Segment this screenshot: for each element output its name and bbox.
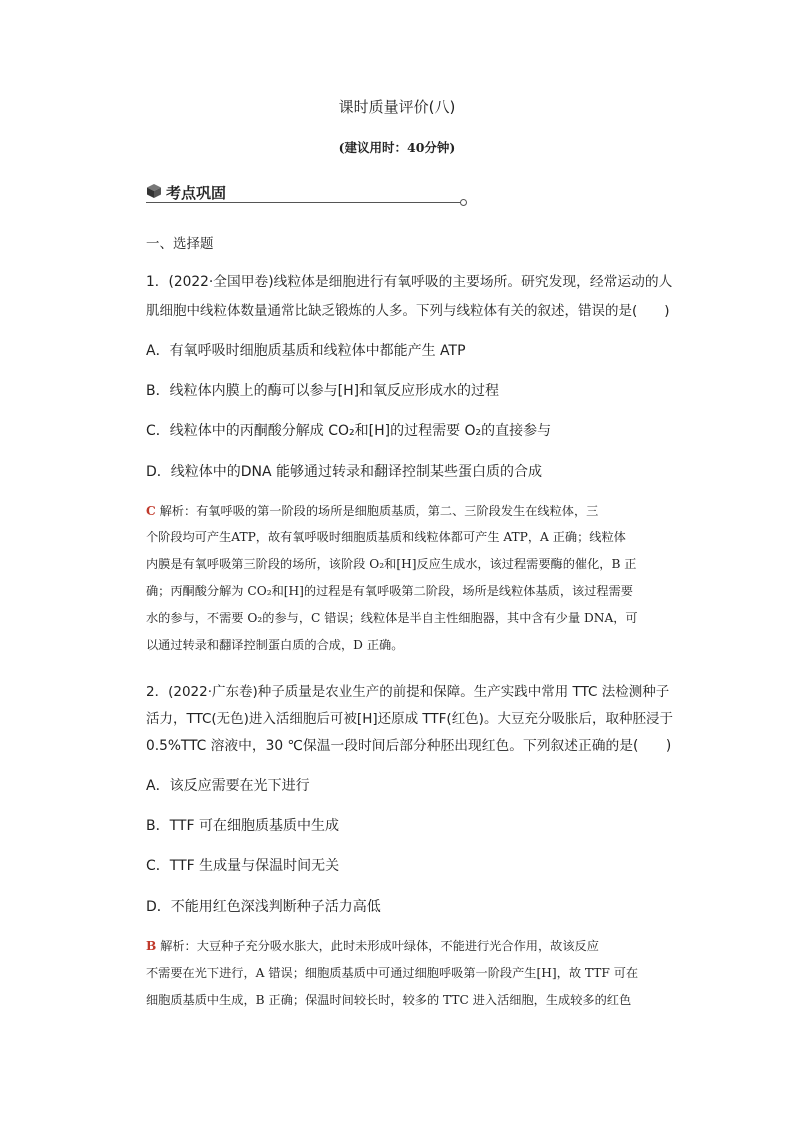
- cube-icon: [146, 183, 162, 199]
- q1-option-a: A．有氧呼吸时细胞质基质和线粒体中都能产生 ATP: [146, 343, 466, 359]
- page-subtitle: (建议用时：40分钟): [338, 140, 456, 155]
- divider-dot: [460, 199, 467, 206]
- q2-analysis-line1: [146, 937, 599, 954]
- q1-analysis-line6: 以通过转录和翻译控制蛋白质的合成，D 正确。: [146, 638, 404, 652]
- q1-stem-line2: 肌细胞中线粒体数量通常比缺乏锻炼的人多。下列与线粒体有关的叙述，错误的是( ): [146, 303, 670, 319]
- q2-analysis-line2: 不需要在光下进行，A 错误；细胞质基质中可通过细胞呼吸第一阶段产生[H]，故 TTF 可在: [146, 966, 639, 980]
- q2-option-a: A．该反应需要在光下进行: [146, 778, 310, 794]
- page-title: 课时质量评价(八): [338, 98, 456, 116]
- q1-answer-letter: C: [146, 504, 156, 518]
- section-divider: [146, 202, 462, 203]
- q2-answer-letter: B: [146, 939, 157, 953]
- section-header: [146, 181, 468, 207]
- q2-stem-line2: 活力，TTC(无色)进入活细胞后可被[H]还原成 TTF(红色)。大豆充分吸胀后，取种胚浸于: [146, 711, 673, 727]
- q1-option-b: B．线粒体内膜上的酶可以参与[H]和氧反应形成水的过程: [146, 383, 500, 399]
- q1-analysis-line3: 内膜是有氧呼吸第三阶段的场所，该阶段 O₂和[H]反应生成水，该过程需要酶的催化，B 正: [146, 557, 637, 571]
- q2-analysis-line3: 细胞质基质中生成，B 正确；保温时间较长时，较多的 TTC 进入活细胞，生成较多的红色: [146, 993, 632, 1007]
- q1-stem-line1: 1．(2022·全国甲卷)线粒体是细胞进行有氧呼吸的主要场所。研究发现，经常运动的人: [146, 274, 673, 290]
- q1-option-d: D．线粒体中的DNA 能够通过转录和翻译控制某些蛋白质的合成: [146, 464, 543, 480]
- q1-option-c: C．线粒体中的丙酮酸分解成 CO₂和[H]的过程需要 O₂的直接参与: [146, 423, 552, 439]
- q2-stem-line1: 2．(2022·广东卷)种子质量是农业生产的前提和保障。生产实践中常用 TTC 法检测种子: [146, 684, 670, 700]
- q1-analysis-text1: 解析：有氧呼吸的第一阶段的场所是细胞质基质，第二、三阶段发生在线粒体，三: [159, 504, 599, 518]
- q1-analysis-line4: 确；丙酮酸分解为 CO₂和[H]的过程是有氧呼吸第二阶段，场所是线粒体基质，该过程需要: [146, 584, 633, 598]
- q1-analysis-line2: 个阶段均可产生ATP，故有氧呼吸时细胞质基质和线粒体都可产生 ATP，A 正确；线粒体: [146, 530, 626, 544]
- q2-analysis-text1: 解析：大豆种子充分吸水胀大，此时未形成叶绿体，不能进行光合作用，故该反应: [160, 939, 599, 953]
- part-heading: 一、选择题: [146, 236, 214, 252]
- q2-option-b: B．TTF 可在细胞质基质中生成: [146, 818, 339, 834]
- q1-analysis-line5: 水的参与，不需要 O₂的参与，C 错误；线粒体是半自主性细胞器，其中含有少量 DNA，可: [146, 611, 638, 625]
- q1-analysis-line1: [146, 502, 598, 519]
- section-label: 考点巩固: [166, 184, 227, 202]
- q2-stem-line3: 0.5%TTC 溶液中，30 ℃保温一段时间后部分种胚出现红色。下列叙述正确的是( ): [146, 738, 672, 754]
- q2-option-d: D．不能用红色深浅判断种子活力高低: [146, 899, 381, 915]
- q2-option-c: C．TTF 生成量与保温时间无关: [146, 858, 340, 874]
